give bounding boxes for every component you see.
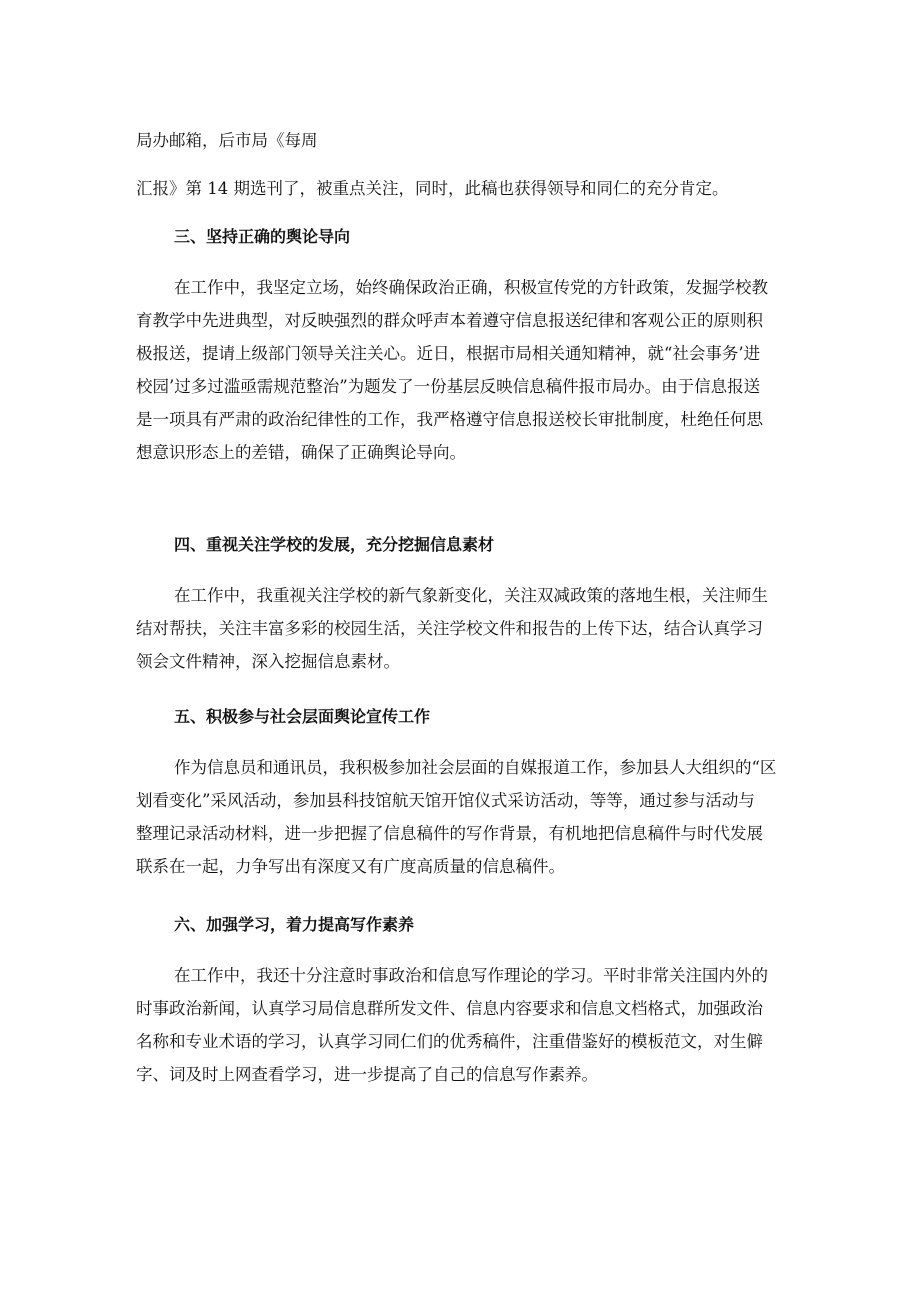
paragraph-line: 联系在一起，力争写出有深度又有广度高质量的信息稿件。 bbox=[136, 857, 565, 876]
paragraph-line: 领会文件精神，深入挖掘信息素材。 bbox=[136, 652, 400, 671]
paragraph-line: 作为信息员和通讯员，我积极参加社会层面的自媒报道工作，参加县人大组织的“区 bbox=[174, 758, 777, 777]
section-heading: 四、重视关注学校的发展，充分挖掘信息素材 bbox=[174, 535, 495, 554]
paragraph-line: 结对帮扶，关注丰富多彩的校园生活，关注学校文件和报告的上传下达，结合认真学习 bbox=[136, 619, 763, 638]
section-heading: 六、加强学习，着力提高写作素养 bbox=[174, 915, 415, 934]
paragraph-line: 整理记录活动材料，进一步把握了信息稿件的写作背景，有机地把信息稿件与时代发展 bbox=[136, 824, 763, 843]
paragraph-line: 字、词及时上网查看学习，进一步提高了自己的信息写作素养。 bbox=[136, 1065, 598, 1084]
continuation-line: 局办邮箱，后市局《每周 bbox=[136, 131, 318, 150]
continuation-line: 汇报》第 14 期选刊了，被重点关注，同时，此稿也获得领导和同仁的充分肯定。 bbox=[136, 179, 729, 198]
paragraph-line: 是一项具有严肃的政治纪律性的工作，我严格遵守信息报送校长审批制度，杜绝任何思 bbox=[136, 410, 763, 429]
paragraph-line: 在工作中，我重视关注学校的新气象新变化，关注双减政策的落地生根，关注师生 bbox=[174, 586, 768, 605]
paragraph-line: 在工作中，我还十分注意时事政治和信息写作理论的学习。平时非常关注国内外的 bbox=[174, 966, 768, 985]
paragraph-line: 名称和专业术语的学习，认真学习同仁们的优秀稿件，注重借鉴好的模板范文，对生僻 bbox=[136, 1032, 763, 1051]
section-heading: 三、坚持正确的舆论导向 bbox=[174, 227, 351, 246]
paragraph-line: 极报送，提请上级部门领导关注关心。近日，根据市局相关通知精神，就“社会事务’进 bbox=[136, 344, 761, 363]
paragraph-line: 校园’过多过滥亟需规范整治”为题发了一份基层反映信息稿件报市局办。由于信息报送 bbox=[136, 377, 761, 396]
paragraph-line: 育教学中先进典型，对反映强烈的群众呼声本着遵守信息报送纪律和客观公正的原则积 bbox=[136, 311, 763, 330]
paragraph-line: 在工作中，我坚定立场，始终确保政治正确，积极宣传党的方针政策，发掘学校教 bbox=[174, 278, 768, 297]
section-heading: 五、积极参与社会层面舆论宣传工作 bbox=[174, 707, 431, 726]
paragraph-line: 时事政治新闻，认真学习局信息群所发文件、信息内容要求和信息文档格式，加强政治 bbox=[136, 999, 763, 1018]
paragraph-line: 想意识形态上的差错，确保了正确舆论导向。 bbox=[136, 443, 466, 462]
paragraph-line: 划看变化”采风活动，参加县科技馆航天馆开馆仪式采访活动，等等，通过参与活动与 bbox=[136, 791, 755, 810]
